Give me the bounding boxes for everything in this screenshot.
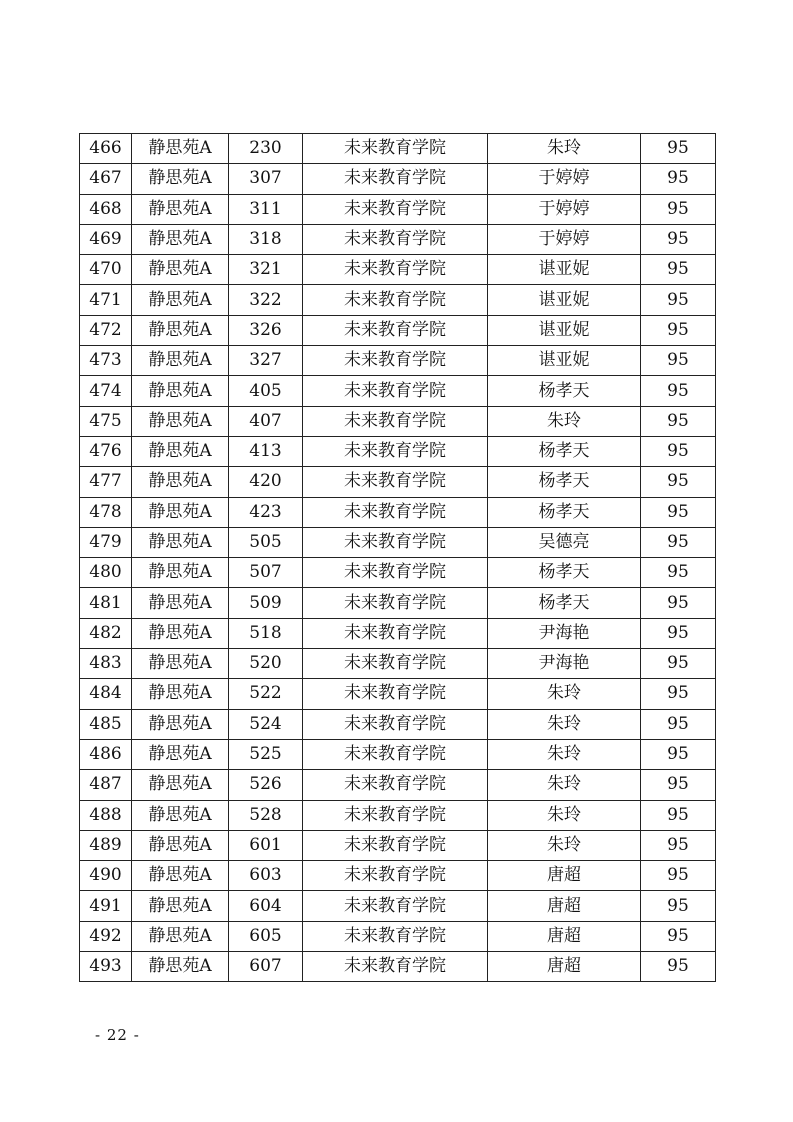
counselor-cell: 谌亚妮: [488, 255, 641, 285]
room-number-cell: 603: [229, 861, 303, 891]
row-index-cell: 493: [80, 952, 132, 982]
row-index-cell: 487: [80, 770, 132, 800]
college-cell: 未来教育学院: [303, 134, 488, 164]
row-index-cell: 479: [80, 527, 132, 557]
row-index-cell: 476: [80, 436, 132, 466]
score-cell: 95: [641, 800, 716, 830]
room-number-cell: 520: [229, 649, 303, 679]
building-cell: 静思苑A: [132, 891, 229, 921]
building-cell: 静思苑A: [132, 224, 229, 254]
score-cell: 95: [641, 558, 716, 588]
room-number-cell: 509: [229, 588, 303, 618]
table-row: [80, 376, 716, 406]
counselor-cell: 朱玲: [488, 830, 641, 860]
building-cell: 静思苑A: [132, 164, 229, 194]
building-cell: 静思苑A: [132, 649, 229, 679]
building-cell: 静思苑A: [132, 527, 229, 557]
college-cell: 未来教育学院: [303, 830, 488, 860]
room-number-cell: 505: [229, 527, 303, 557]
college-cell: 未来教育学院: [303, 497, 488, 527]
college-cell: 未来教育学院: [303, 194, 488, 224]
score-cell: 95: [641, 497, 716, 527]
score-cell: 95: [641, 134, 716, 164]
row-index-cell: 486: [80, 739, 132, 769]
room-number-cell: 524: [229, 709, 303, 739]
row-index-cell: 488: [80, 800, 132, 830]
room-number-cell: 407: [229, 406, 303, 436]
score-cell: 95: [641, 194, 716, 224]
table-row: [80, 830, 716, 860]
room-number-cell: 518: [229, 618, 303, 648]
row-index-cell: 485: [80, 709, 132, 739]
table-row: [80, 164, 716, 194]
counselor-cell: 吴德亮: [488, 527, 641, 557]
college-cell: 未来教育学院: [303, 527, 488, 557]
college-cell: 未来教育学院: [303, 224, 488, 254]
score-cell: 95: [641, 709, 716, 739]
score-cell: 95: [641, 679, 716, 709]
row-index-cell: 468: [80, 194, 132, 224]
row-index-cell: 480: [80, 558, 132, 588]
row-index-cell: 478: [80, 497, 132, 527]
counselor-cell: 唐超: [488, 952, 641, 982]
table-row: [80, 861, 716, 891]
table-row: [80, 588, 716, 618]
room-number-cell: 311: [229, 194, 303, 224]
dormitory-score-table: [79, 133, 716, 982]
building-cell: 静思苑A: [132, 558, 229, 588]
room-number-cell: 525: [229, 739, 303, 769]
table-row: [80, 952, 716, 982]
counselor-cell: 朱玲: [488, 739, 641, 769]
table-row: [80, 618, 716, 648]
room-number-cell: 420: [229, 467, 303, 497]
counselor-cell: 于婷婷: [488, 164, 641, 194]
counselor-cell: 朱玲: [488, 709, 641, 739]
building-cell: 静思苑A: [132, 921, 229, 951]
score-cell: 95: [641, 346, 716, 376]
row-index-cell: 482: [80, 618, 132, 648]
score-cell: 95: [641, 739, 716, 769]
table-row: [80, 255, 716, 285]
building-cell: 静思苑A: [132, 830, 229, 860]
college-cell: 未来教育学院: [303, 709, 488, 739]
score-cell: 95: [641, 467, 716, 497]
counselor-cell: 尹海艳: [488, 649, 641, 679]
row-index-cell: 471: [80, 285, 132, 315]
counselor-cell: 于婷婷: [488, 224, 641, 254]
room-number-cell: 507: [229, 558, 303, 588]
room-number-cell: 526: [229, 770, 303, 800]
score-cell: 95: [641, 527, 716, 557]
college-cell: 未来教育学院: [303, 618, 488, 648]
counselor-cell: 唐超: [488, 861, 641, 891]
college-cell: 未来教育学院: [303, 255, 488, 285]
college-cell: 未来教育学院: [303, 558, 488, 588]
college-cell: 未来教育学院: [303, 891, 488, 921]
table-row: [80, 709, 716, 739]
building-cell: 静思苑A: [132, 376, 229, 406]
table-row: [80, 649, 716, 679]
counselor-cell: 谌亚妮: [488, 285, 641, 315]
table-row: [80, 346, 716, 376]
score-cell: 95: [641, 588, 716, 618]
building-cell: 静思苑A: [132, 618, 229, 648]
building-cell: 静思苑A: [132, 861, 229, 891]
college-cell: 未来教育学院: [303, 164, 488, 194]
college-cell: 未来教育学院: [303, 739, 488, 769]
building-cell: 静思苑A: [132, 346, 229, 376]
counselor-cell: 唐超: [488, 921, 641, 951]
room-number-cell: 423: [229, 497, 303, 527]
college-cell: 未来教育学院: [303, 376, 488, 406]
score-cell: 95: [641, 285, 716, 315]
row-index-cell: 491: [80, 891, 132, 921]
table-row: [80, 194, 716, 224]
score-cell: 95: [641, 952, 716, 982]
score-cell: 95: [641, 861, 716, 891]
score-cell: 95: [641, 315, 716, 345]
college-cell: 未来教育学院: [303, 770, 488, 800]
room-number-cell: 318: [229, 224, 303, 254]
room-number-cell: 321: [229, 255, 303, 285]
table-row: [80, 497, 716, 527]
room-number-cell: 405: [229, 376, 303, 406]
table-row: [80, 224, 716, 254]
table-row: [80, 467, 716, 497]
college-cell: 未来教育学院: [303, 346, 488, 376]
score-cell: 95: [641, 376, 716, 406]
building-cell: 静思苑A: [132, 497, 229, 527]
counselor-cell: 谌亚妮: [488, 315, 641, 345]
table-row: [80, 739, 716, 769]
room-number-cell: 528: [229, 800, 303, 830]
table-row: [80, 921, 716, 951]
counselor-cell: 朱玲: [488, 679, 641, 709]
building-cell: 静思苑A: [132, 315, 229, 345]
score-cell: 95: [641, 255, 716, 285]
table-row: [80, 406, 716, 436]
counselor-cell: 谌亚妮: [488, 346, 641, 376]
room-number-cell: 601: [229, 830, 303, 860]
score-cell: 95: [641, 649, 716, 679]
counselor-cell: 于婷婷: [488, 194, 641, 224]
room-number-cell: 230: [229, 134, 303, 164]
table-row: [80, 134, 716, 164]
row-index-cell: 483: [80, 649, 132, 679]
building-cell: 静思苑A: [132, 800, 229, 830]
room-number-cell: 413: [229, 436, 303, 466]
row-index-cell: 470: [80, 255, 132, 285]
table-row: [80, 891, 716, 921]
college-cell: 未来教育学院: [303, 952, 488, 982]
building-cell: 静思苑A: [132, 285, 229, 315]
counselor-cell: 杨孝天: [488, 588, 641, 618]
score-cell: 95: [641, 618, 716, 648]
table-row: [80, 800, 716, 830]
college-cell: 未来教育学院: [303, 679, 488, 709]
table-row: [80, 436, 716, 466]
college-cell: 未来教育学院: [303, 649, 488, 679]
room-number-cell: 307: [229, 164, 303, 194]
row-index-cell: 477: [80, 467, 132, 497]
score-cell: 95: [641, 164, 716, 194]
college-cell: 未来教育学院: [303, 406, 488, 436]
college-cell: 未来教育学院: [303, 436, 488, 466]
row-index-cell: 469: [80, 224, 132, 254]
counselor-cell: 朱玲: [488, 406, 641, 436]
room-number-cell: 604: [229, 891, 303, 921]
counselor-cell: 朱玲: [488, 134, 641, 164]
row-index-cell: 475: [80, 406, 132, 436]
score-cell: 95: [641, 830, 716, 860]
room-number-cell: 326: [229, 315, 303, 345]
room-number-cell: 605: [229, 921, 303, 951]
building-cell: 静思苑A: [132, 194, 229, 224]
room-number-cell: 327: [229, 346, 303, 376]
row-index-cell: 472: [80, 315, 132, 345]
table-body: [80, 134, 716, 982]
building-cell: 静思苑A: [132, 255, 229, 285]
building-cell: 静思苑A: [132, 436, 229, 466]
room-number-cell: 522: [229, 679, 303, 709]
table-row: [80, 679, 716, 709]
row-index-cell: 489: [80, 830, 132, 860]
counselor-cell: 杨孝天: [488, 467, 641, 497]
row-index-cell: 467: [80, 164, 132, 194]
counselor-cell: 杨孝天: [488, 376, 641, 406]
counselor-cell: 杨孝天: [488, 558, 641, 588]
college-cell: 未来教育学院: [303, 285, 488, 315]
building-cell: 静思苑A: [132, 709, 229, 739]
score-cell: 95: [641, 436, 716, 466]
row-index-cell: 473: [80, 346, 132, 376]
counselor-cell: 朱玲: [488, 770, 641, 800]
college-cell: 未来教育学院: [303, 315, 488, 345]
row-index-cell: 490: [80, 861, 132, 891]
row-index-cell: 466: [80, 134, 132, 164]
table-row: [80, 558, 716, 588]
score-cell: 95: [641, 406, 716, 436]
college-cell: 未来教育学院: [303, 800, 488, 830]
building-cell: 静思苑A: [132, 134, 229, 164]
table-row: [80, 527, 716, 557]
counselor-cell: 杨孝天: [488, 497, 641, 527]
row-index-cell: 474: [80, 376, 132, 406]
score-cell: 95: [641, 224, 716, 254]
room-number-cell: 322: [229, 285, 303, 315]
room-number-cell: 607: [229, 952, 303, 982]
page-number: - 22 -: [95, 1026, 140, 1044]
college-cell: 未来教育学院: [303, 588, 488, 618]
counselor-cell: 杨孝天: [488, 436, 641, 466]
row-index-cell: 481: [80, 588, 132, 618]
counselor-cell: 唐超: [488, 891, 641, 921]
score-cell: 95: [641, 891, 716, 921]
counselor-cell: 尹海艳: [488, 618, 641, 648]
building-cell: 静思苑A: [132, 770, 229, 800]
college-cell: 未来教育学院: [303, 467, 488, 497]
college-cell: 未来教育学院: [303, 861, 488, 891]
score-cell: 95: [641, 921, 716, 951]
table-row: [80, 770, 716, 800]
table-row: [80, 315, 716, 345]
building-cell: 静思苑A: [132, 406, 229, 436]
row-index-cell: 492: [80, 921, 132, 951]
table-row: [80, 285, 716, 315]
score-cell: 95: [641, 770, 716, 800]
building-cell: 静思苑A: [132, 467, 229, 497]
row-index-cell: 484: [80, 679, 132, 709]
building-cell: 静思苑A: [132, 952, 229, 982]
building-cell: 静思苑A: [132, 588, 229, 618]
building-cell: 静思苑A: [132, 739, 229, 769]
college-cell: 未来教育学院: [303, 921, 488, 951]
building-cell: 静思苑A: [132, 679, 229, 709]
counselor-cell: 朱玲: [488, 800, 641, 830]
